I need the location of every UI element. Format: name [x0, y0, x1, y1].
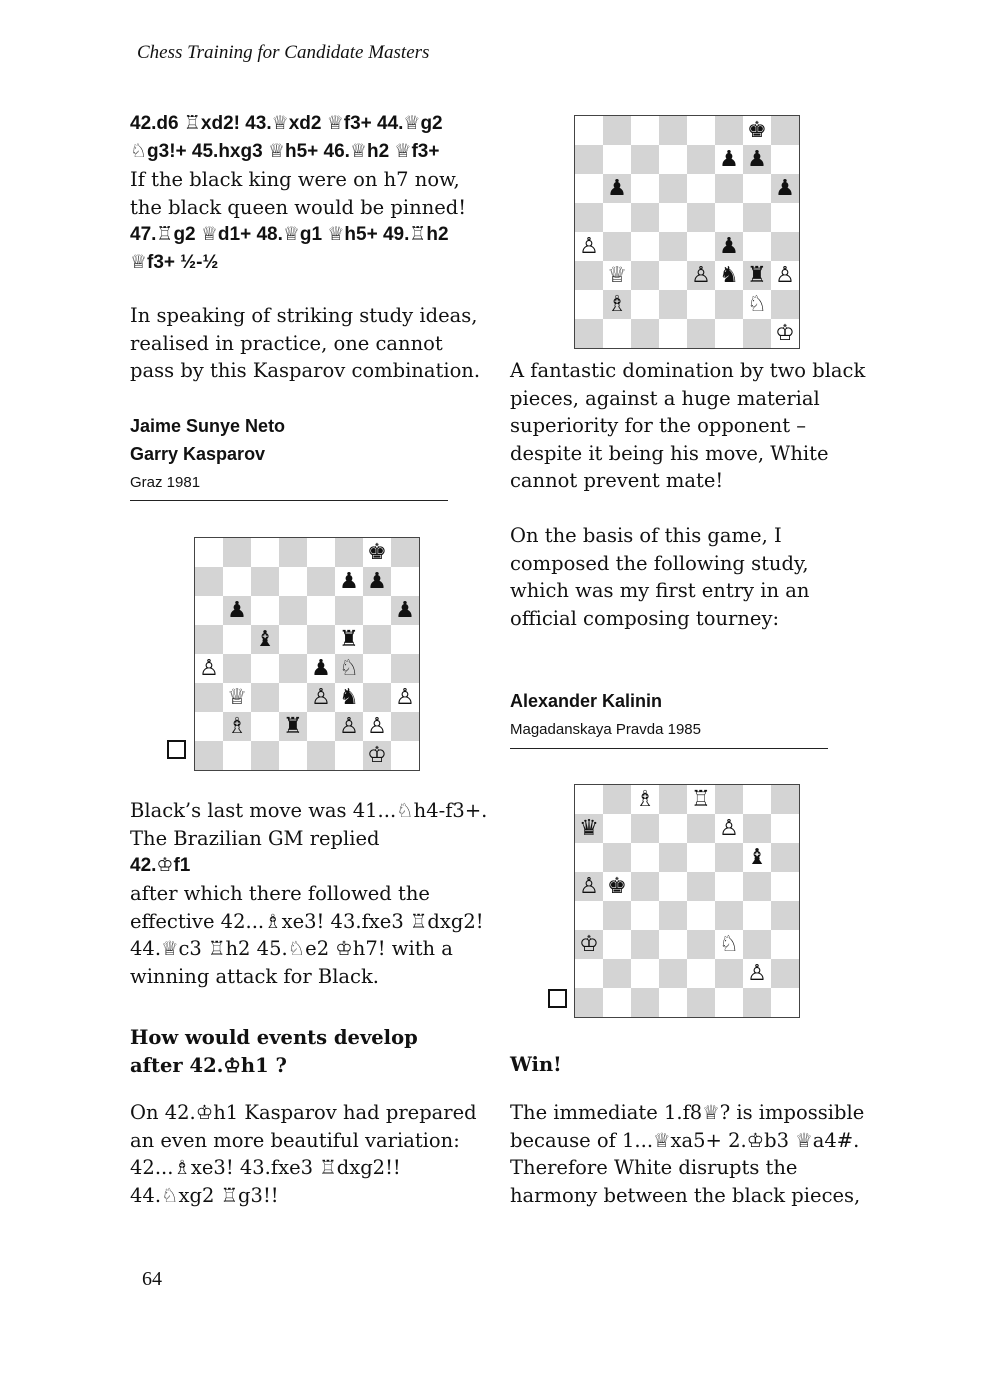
chess-piece-icon: ♖: [691, 786, 711, 812]
chess-piece-icon: ♝: [255, 626, 275, 652]
composition-paragraph: On the basis of this game, I composed the following study, which was my first entry in an official composing tourney:: [510, 524, 810, 630]
board-square: [631, 930, 659, 959]
board-square: [251, 567, 279, 596]
chess-piece-icon: ♟: [367, 568, 387, 594]
board-square: [391, 596, 419, 625]
board-square: [363, 741, 391, 770]
board-square: [307, 654, 335, 683]
board-square: [575, 872, 603, 901]
board-square: [575, 901, 603, 930]
board-square: [363, 567, 391, 596]
board-square: [743, 261, 771, 290]
board-square: [223, 712, 251, 741]
board-square: [279, 741, 307, 770]
board-square: [687, 319, 715, 348]
board-square: [223, 683, 251, 712]
board-square: [631, 959, 659, 988]
board-square: [659, 319, 687, 348]
event-label: Graz 1981: [130, 474, 201, 491]
chess-piece-icon: ♘: [339, 655, 359, 681]
board-square: [363, 538, 391, 567]
board-square: [575, 145, 603, 174]
board-square: [307, 625, 335, 654]
board-square: [631, 203, 659, 232]
board-square: [687, 814, 715, 843]
board-square: [743, 232, 771, 261]
chess-piece-icon: ♕: [607, 262, 627, 288]
board-square: [743, 145, 771, 174]
board-square: [575, 116, 603, 145]
board-square: [659, 203, 687, 232]
board-square: [603, 174, 631, 203]
chess-piece-icon: ♞: [339, 684, 359, 710]
board-square: [715, 785, 743, 814]
board-square: [659, 930, 687, 959]
board-square: [195, 712, 223, 741]
board-square: [631, 261, 659, 290]
board-square: [575, 959, 603, 988]
study-source: Magadanskaya Pravda 1985: [510, 721, 701, 738]
board-square: [603, 814, 631, 843]
chess-piece-icon: ♙: [719, 815, 739, 841]
board-square: [659, 872, 687, 901]
board-square: [603, 843, 631, 872]
board-square: [687, 203, 715, 232]
board-square: [575, 261, 603, 290]
board-square: [771, 930, 799, 959]
board-square: [659, 843, 687, 872]
chess-piece-icon: ♟: [775, 175, 795, 201]
board-square: [659, 145, 687, 174]
board-square: [391, 567, 419, 596]
chess-piece-icon: ♟: [719, 146, 739, 172]
page-number: 64: [142, 1268, 162, 1290]
board-square: [771, 901, 799, 930]
chess-piece-icon: ♙: [395, 684, 415, 710]
board-square: [251, 712, 279, 741]
board-square: [575, 814, 603, 843]
board-square: [335, 654, 363, 683]
board-square: [251, 596, 279, 625]
chess-board-study: [574, 784, 800, 1018]
board-square: [771, 872, 799, 901]
board-square: [687, 843, 715, 872]
white-to-move-marker: [167, 740, 186, 759]
chess-piece-icon: ♜: [283, 713, 303, 739]
board-square: [279, 567, 307, 596]
chess-piece-icon: ♜: [339, 626, 359, 652]
board-square: [715, 203, 743, 232]
board-square: [603, 203, 631, 232]
board-square: [575, 232, 603, 261]
chess-piece-icon: ♟: [227, 597, 247, 623]
board-square: [743, 785, 771, 814]
domination-paragraph: A fantastic domination by two black pieces, against a huge material superiority for the opponent – despite it being his move, White cannot prevent mate!: [510, 359, 866, 492]
chess-piece-icon: ♟: [395, 597, 415, 623]
chess-piece-icon: ♟: [607, 175, 627, 201]
board-square: [223, 538, 251, 567]
board-square: [251, 741, 279, 770]
board-square: [363, 625, 391, 654]
board-square: [603, 261, 631, 290]
board-square: [715, 959, 743, 988]
black-player: Garry Kasparov: [130, 444, 266, 464]
board-square: [743, 116, 771, 145]
board-square: [743, 901, 771, 930]
chess-piece-icon: ♙: [691, 262, 711, 288]
board-square: [603, 901, 631, 930]
board-square: [771, 319, 799, 348]
board-square: [631, 843, 659, 872]
board-square: [743, 930, 771, 959]
board-square: [631, 290, 659, 319]
board-square: [603, 319, 631, 348]
board-square: [391, 683, 419, 712]
board-square: [715, 116, 743, 145]
board-square: [603, 930, 631, 959]
board-square: [743, 203, 771, 232]
board-square: [715, 290, 743, 319]
board-square: [251, 654, 279, 683]
board-square: [195, 567, 223, 596]
board-square: [195, 654, 223, 683]
reply-move: 42.♔f1: [130, 855, 191, 876]
board-square: [631, 174, 659, 203]
board-square: [603, 290, 631, 319]
chess-piece-icon: ♟: [747, 146, 767, 172]
board-square: [631, 232, 659, 261]
board-square: [715, 232, 743, 261]
chess-piece-icon: ♘: [747, 291, 767, 317]
board-square: [715, 145, 743, 174]
board-square: [307, 567, 335, 596]
board-square: [659, 232, 687, 261]
board-square: [195, 596, 223, 625]
board-square: [279, 712, 307, 741]
board-square: [631, 785, 659, 814]
chess-piece-icon: ♗: [607, 291, 627, 317]
board-square: [363, 712, 391, 741]
board-square: [743, 959, 771, 988]
board-square: [743, 872, 771, 901]
board-square: [363, 654, 391, 683]
board-square: [659, 116, 687, 145]
running-header: Chess Training for Candidate Masters: [137, 42, 430, 63]
board-square: [335, 683, 363, 712]
board-square: [687, 988, 715, 1017]
chess-board-final: [574, 115, 800, 349]
board-square: [743, 290, 771, 319]
board-square: [659, 959, 687, 988]
board-square: [575, 203, 603, 232]
board-square: [603, 785, 631, 814]
board-square: [195, 741, 223, 770]
board-square: [631, 872, 659, 901]
left-column: [130, 110, 495, 277]
white-player: Jaime Sunye Neto: [130, 416, 286, 436]
chess-piece-icon: ♘: [719, 931, 739, 957]
board-square: [771, 290, 799, 319]
board-square: [715, 988, 743, 1017]
board-square: [575, 930, 603, 959]
note-pinned: If the black king were on h7 now, the black queen would be pinned!: [130, 168, 467, 219]
board-square: [743, 319, 771, 348]
chess-piece-icon: ♟: [311, 655, 331, 681]
board-square: [771, 203, 799, 232]
board-square: [279, 596, 307, 625]
moves-line-1: 42.d6 ♖xd2! 43.♕xd2 ♕f3+ 44.♕g2 ♘g3!+ 45.hxg3 ♕h5+ 46.♕h2 ♕f3+: [130, 113, 443, 162]
board-square: [603, 959, 631, 988]
board-square: [659, 174, 687, 203]
chess-piece-icon: ♔: [579, 931, 599, 957]
board-square: [771, 116, 799, 145]
board-square: [603, 872, 631, 901]
board-square: [603, 232, 631, 261]
board-square: [687, 174, 715, 203]
board-square: [575, 290, 603, 319]
board-square: [391, 538, 419, 567]
board-square: [575, 843, 603, 872]
board-square: [195, 683, 223, 712]
board-square: [687, 232, 715, 261]
chess-piece-icon: ♚: [367, 539, 387, 565]
board-square: [391, 712, 419, 741]
board-square: [715, 814, 743, 843]
board-square: [603, 145, 631, 174]
board-square: [771, 145, 799, 174]
board-square: [743, 814, 771, 843]
board-square: [771, 843, 799, 872]
board-square: [279, 625, 307, 654]
board-square: [631, 145, 659, 174]
chess-piece-icon: ♙: [339, 713, 359, 739]
game-commentary: [130, 797, 495, 990]
chess-piece-icon: ♙: [579, 873, 599, 899]
chess-piece-icon: ♙: [579, 233, 599, 259]
board-square: [251, 683, 279, 712]
chess-piece-icon: ♗: [227, 713, 247, 739]
board-square: [771, 814, 799, 843]
board-square: [743, 843, 771, 872]
board-square: [335, 741, 363, 770]
board-square: [195, 538, 223, 567]
chess-piece-icon: ♙: [311, 684, 331, 710]
board-square: [771, 261, 799, 290]
chess-piece-icon: ♙: [367, 713, 387, 739]
intro-paragraph: In speaking of striking study ideas, realised in practice, one cannot pass by this Kasparov combination.: [130, 304, 481, 382]
board-square: [575, 174, 603, 203]
chess-piece-icon: ♔: [775, 320, 795, 346]
board-square: [715, 843, 743, 872]
board-square: [251, 625, 279, 654]
chess-piece-icon: ♙: [199, 655, 219, 681]
board-square: [223, 596, 251, 625]
task-heading: Win!: [510, 1053, 562, 1076]
board-square: [687, 930, 715, 959]
board-square: [631, 116, 659, 145]
board-square: [687, 901, 715, 930]
chess-piece-icon: ♚: [607, 873, 627, 899]
board-square: [391, 625, 419, 654]
board-square: [575, 785, 603, 814]
following-text: after which there followed the effective 42...♗xe3! 43.fxe3 ♖dxg2! 44.♕c3 ♖h2 45.♘e2 ♔h7! with a winning attack for Black.: [130, 882, 484, 988]
chess-piece-icon: ♕: [227, 684, 247, 710]
board-square: [391, 654, 419, 683]
board-square: [307, 712, 335, 741]
board-square: [279, 654, 307, 683]
board-square: [771, 785, 799, 814]
board-square: [335, 596, 363, 625]
board-square: [335, 712, 363, 741]
board-square: [659, 785, 687, 814]
board-square: [715, 901, 743, 930]
board-square: [631, 319, 659, 348]
board-square: [771, 959, 799, 988]
board-square: [251, 538, 279, 567]
board-square: [659, 261, 687, 290]
board-square: [363, 596, 391, 625]
board-square: [771, 174, 799, 203]
study-header: [510, 687, 875, 738]
game-header: [130, 412, 495, 491]
chess-piece-icon: ♝: [747, 844, 767, 870]
board-square: [575, 988, 603, 1017]
board-square: [687, 116, 715, 145]
chess-piece-icon: ♚: [747, 117, 767, 143]
board-square: [391, 741, 419, 770]
last-move-text: Black’s last move was 41...♘h4-f3+. The Brazilian GM replied: [130, 799, 488, 850]
question-heading: How would events develop after 42.♔h1 ?: [130, 1026, 418, 1077]
board-square: [631, 988, 659, 1017]
chess-piece-icon: ♗: [635, 786, 655, 812]
board-square: [715, 319, 743, 348]
board-square: [223, 567, 251, 596]
study-author: Alexander Kalinin: [510, 691, 663, 711]
white-to-move-marker: [548, 989, 567, 1008]
board-square: [687, 872, 715, 901]
board-square: [307, 538, 335, 567]
board-square: [279, 538, 307, 567]
chess-piece-icon: ♛: [579, 815, 599, 841]
board-square: [223, 741, 251, 770]
divider: [510, 748, 828, 749]
board-square: [307, 683, 335, 712]
board-square: [363, 683, 391, 712]
chess-piece-icon: ♟: [339, 568, 359, 594]
chess-piece-icon: ♙: [775, 262, 795, 288]
divider: [130, 500, 448, 501]
solution-paragraph: The immediate 1.f8♕? is impossible because of 1...♕xa5+ 2.♔b3 ♕a4#. Therefore White disrupts the harmony between the black pieces,: [510, 1101, 865, 1207]
board-square: [687, 785, 715, 814]
board-square: [195, 625, 223, 654]
chess-piece-icon: ♟: [719, 233, 739, 259]
board-square: [715, 872, 743, 901]
board-square: [715, 261, 743, 290]
chess-piece-icon: ♙: [747, 960, 767, 986]
board-square: [223, 625, 251, 654]
board-square: [307, 741, 335, 770]
chess-board-game: [194, 537, 420, 771]
board-square: [687, 290, 715, 319]
board-square: [743, 988, 771, 1017]
board-square: [603, 988, 631, 1017]
chess-piece-icon: ♜: [747, 262, 767, 288]
board-square: [771, 232, 799, 261]
board-square: [687, 261, 715, 290]
board-square: [335, 567, 363, 596]
board-square: [659, 814, 687, 843]
board-square: [659, 988, 687, 1017]
moves-line-2: 47.♖g2 ♕d1+ 48.♕g1 ♕h5+ 49.♖h2 ♕f3+ ½-½: [130, 224, 449, 273]
board-square: [603, 116, 631, 145]
board-square: [631, 901, 659, 930]
board-square: [659, 290, 687, 319]
board-square: [743, 174, 771, 203]
board-square: [687, 959, 715, 988]
board-square: [687, 145, 715, 174]
board-square: [223, 654, 251, 683]
chess-piece-icon: ♞: [719, 262, 739, 288]
variation-paragraph: On 42.♔h1 Kasparov had prepared an even more beautiful variation: 42...♗xe3! 43.fxe3 ♖dxg2!! 44.♘xg2 ♖g3!!: [130, 1101, 477, 1207]
board-square: [575, 319, 603, 348]
board-square: [715, 174, 743, 203]
board-square: [335, 625, 363, 654]
chess-piece-icon: ♔: [367, 742, 387, 768]
board-square: [631, 814, 659, 843]
board-square: [335, 538, 363, 567]
board-square: [659, 901, 687, 930]
board-square: [715, 930, 743, 959]
board-square: [307, 596, 335, 625]
board-square: [771, 988, 799, 1017]
board-square: [279, 683, 307, 712]
